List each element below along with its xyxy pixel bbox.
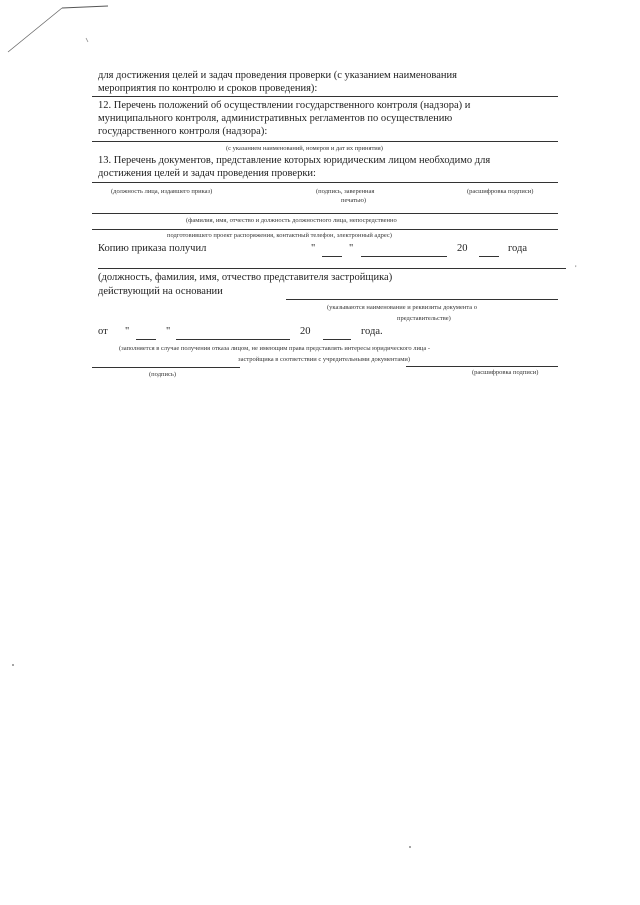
item-12-line-2: муниципального контроля, административных регламентов по осуществлению	[98, 113, 453, 124]
from-quote-open: "	[125, 326, 130, 337]
date-quote-open: "	[311, 243, 316, 254]
fill-line	[92, 229, 558, 230]
basis-caption-1: (указываются наименование и реквизиты документа о	[327, 304, 478, 311]
item-12-caption: (с указанием наименований, номеров и дат их принятия)	[226, 145, 383, 152]
sign-caption-position: (должность лица, издавшего приказ)	[111, 188, 213, 195]
fill-line	[92, 141, 558, 142]
from-century: 20	[300, 326, 311, 337]
from-year-blank-line	[323, 339, 351, 340]
fill-line	[92, 182, 558, 183]
fill-line	[92, 213, 558, 214]
from-label: от	[98, 326, 108, 337]
sign-caption-signature-2: печатью)	[341, 197, 367, 204]
date-century: 20	[457, 243, 468, 254]
copy-received-label: Копию приказа получил	[98, 243, 207, 254]
basis-caption-2: представительстве)	[397, 315, 451, 322]
signature-fill-line	[92, 367, 240, 368]
item-12-line-1: 12. Перечень положений об осуществлении государственного контроля (надзора) и	[98, 100, 471, 111]
preparer-caption-1: (фамилия, имя, отчество и должность должностного лица, непосредственно	[186, 217, 397, 224]
bottom-signature-caption: (подпись)	[149, 371, 176, 378]
continuation-line-2: мероприятия по контролю и сроков проведения):	[98, 83, 318, 94]
from-day-blank-line	[136, 339, 156, 340]
from-month-blank-line	[176, 339, 290, 340]
item-12-line-3: государственного контроля (надзора):	[98, 126, 268, 137]
scan-speck	[409, 846, 411, 848]
date-year-word: года	[508, 243, 527, 254]
item-13-line-1: 13. Перечень документов, представление которых юридическим лицом необходимо для	[98, 155, 491, 166]
folded-corner-mark	[0, 0, 110, 60]
from-year-word: года.	[361, 326, 383, 337]
fill-line	[92, 96, 558, 97]
basis-fill-line	[286, 299, 558, 300]
day-blank-line	[322, 256, 342, 257]
preparer-caption-2: подготовившего проект распоряжения, контактный телефон, электронный адрес)	[167, 232, 392, 239]
date-quote-close: "	[349, 243, 354, 254]
refusal-fill-line	[406, 366, 558, 367]
sign-caption-signature-1: (подпись, заверенная	[316, 188, 375, 195]
month-blank-line	[361, 256, 447, 257]
from-quote-close: "	[166, 326, 171, 337]
sign-caption-decoding: (расшифровка подписи)	[467, 188, 534, 195]
scan-speck	[12, 664, 14, 666]
refusal-caption-1: (заполняется в случае получения отказа лицом, не имеющим права представлять интересы юридического лица -	[119, 345, 431, 352]
acting-basis-label: действующий на основании	[98, 286, 223, 297]
developer-caption: (должность, фамилия, имя, отчество представителя застройщика)	[98, 272, 393, 283]
comma-mark: ,	[575, 261, 577, 268]
representative-fill-line	[98, 268, 566, 269]
refusal-caption-2: застройщика в соответствии с учредительными документами)	[238, 356, 411, 363]
year-blank-line	[479, 256, 499, 257]
bottom-decoding-caption: (расшифровка подписи)	[472, 369, 539, 376]
item-13-line-2: достижения целей и задач проведения проверки:	[98, 168, 316, 179]
continuation-line-1: для достижения целей и задач проведения проверки (с указанием наименования	[98, 70, 457, 81]
